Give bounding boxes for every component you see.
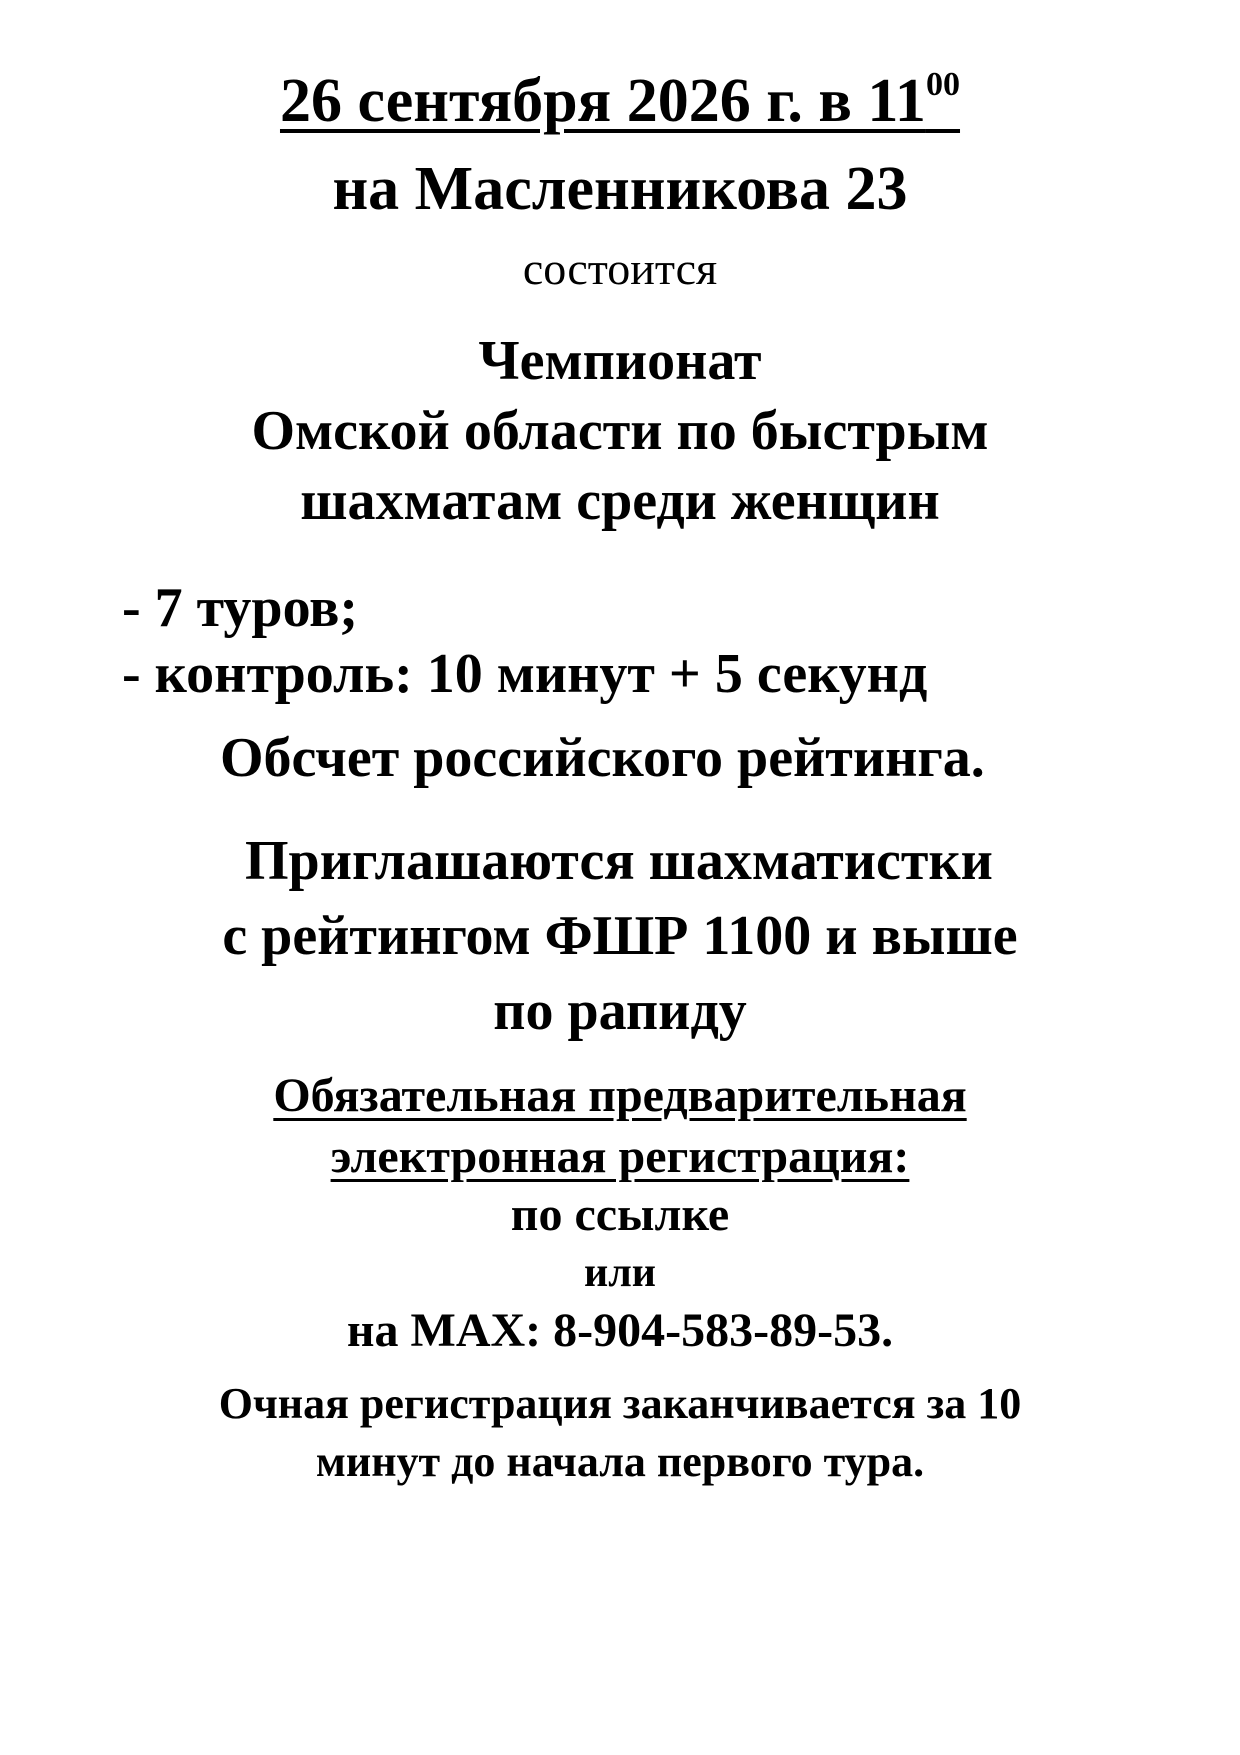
closing-line-1: Очная регистрация заканчивается за 10 [218, 1379, 1022, 1428]
event-address: на Масленникова 23 [332, 155, 908, 223]
title-line-1: Чемпионат [478, 330, 762, 392]
title-line-3: шахматам среди женщин [300, 470, 940, 532]
title-line-2: Омской области по быстрым [251, 400, 989, 462]
time-minutes-superscript: 00 [925, 66, 961, 104]
registration-heading-text-1: Обязательная предварительная [273, 1069, 967, 1122]
invitation-line-1: Приглашаются шахматистки [245, 830, 993, 892]
event-date-time [0, 66, 1240, 135]
will-take-place-text: состоится [522, 243, 718, 294]
closing-line-2: минут до начала первого тура. [315, 1437, 925, 1486]
registration-by-link: по ссылке [510, 1188, 730, 1241]
registration-max-phone: на MAX: 8-904-583-89-53. [346, 1304, 894, 1357]
registration-heading-line-1 [0, 1069, 1240, 1122]
registration-or: или [584, 1250, 656, 1296]
invitation-line-2: с рейтингом ФШР 1100 и выше [222, 905, 1018, 967]
time-control-item: - контроль: 10 минут + 5 секунд [122, 643, 928, 705]
rounds-item: - 7 туров; [122, 577, 359, 639]
registration-heading-text-2: электронная регистрация: [330, 1130, 910, 1183]
rating-note: Обсчет российского рейтинга. [220, 727, 985, 789]
registration-heading-line-2 [0, 1130, 1240, 1183]
event-date-text: 26 сентября 2026 г. в $11^{00}$ [279, 66, 961, 135]
invitation-line-3: по рапиду [493, 980, 747, 1042]
